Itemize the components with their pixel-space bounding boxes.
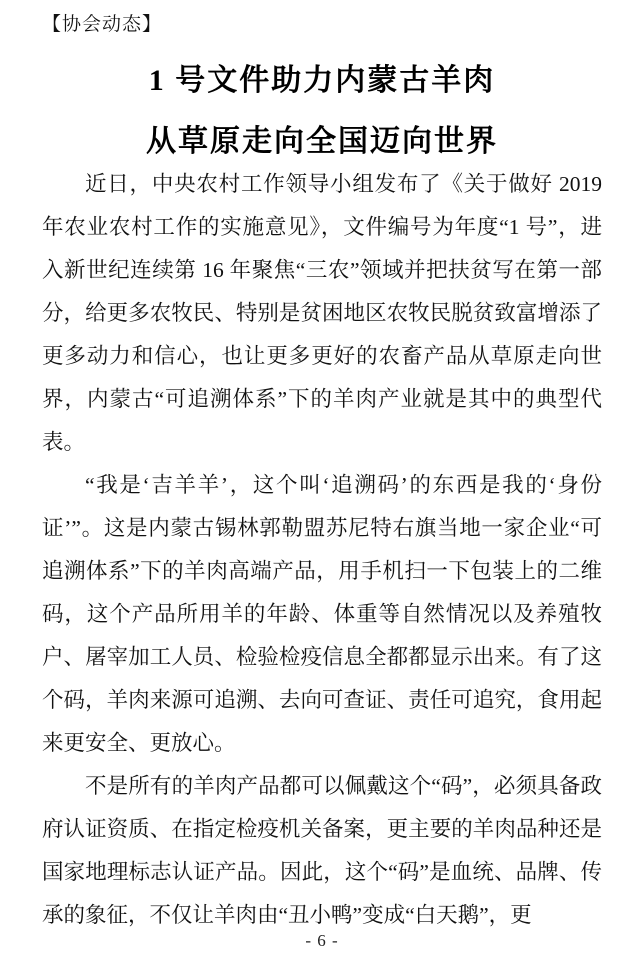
page-number: - 6 - <box>305 931 339 950</box>
body-paragraph: 不是所有的羊肉产品都可以佩戴这个“码”，必须具备政府认证资质、在指定检疫机关备案，更主要的羊肉品种还是国家地理标志认证产品。因此，这个“码”是血统、品牌、传承的象征，不仅让羊肉由“丑小鸭”变成“白天鹅”，更 <box>42 774 602 927</box>
article-title <box>0 50 644 172</box>
body-paragraph: 近日，中央农村工作领导小组发布了《关于做好 2019 年农业农村工作的实施意见》，文件编号为年度“1 号”，进入新世纪连续第 16 年聚焦“三农”领域并把扶贫写在第一部分，给更多农牧民、特别是贫困地区农牧民脱贫致富增添了更多动力和信心，也让更多更好的农畜产品从草原走向世界，内蒙古“可追溯体系”下的羊肉产业就是其中的典型代表。 <box>42 172 602 454</box>
body-paragraph: “我是‘吉羊羊’，这个叫‘追溯码’的东西是我的‘身份证’”。这是内蒙古锡林郭勒盟苏尼特右旗当地一家企业“可追溯体系”下的羊肉高端产品，用手机扫一下包装上的二维码，这个产品所用羊的年龄、体重等自然情况以及养殖牧户、屠宰加工人员、检验检疫信息全都都显示出来。有了这个码，羊肉来源可追溯、去向可查证、责任可追究，食用起来更安全、更放心。 <box>42 473 602 755</box>
article-body <box>42 163 602 937</box>
section-tag: 【协会动态】 <box>42 14 163 35</box>
article-title-line-2: 从草原走向全国迈向世界 <box>146 125 498 158</box>
article-title-line-1: 1 号文件助力内蒙古羊肉 <box>148 64 496 97</box>
